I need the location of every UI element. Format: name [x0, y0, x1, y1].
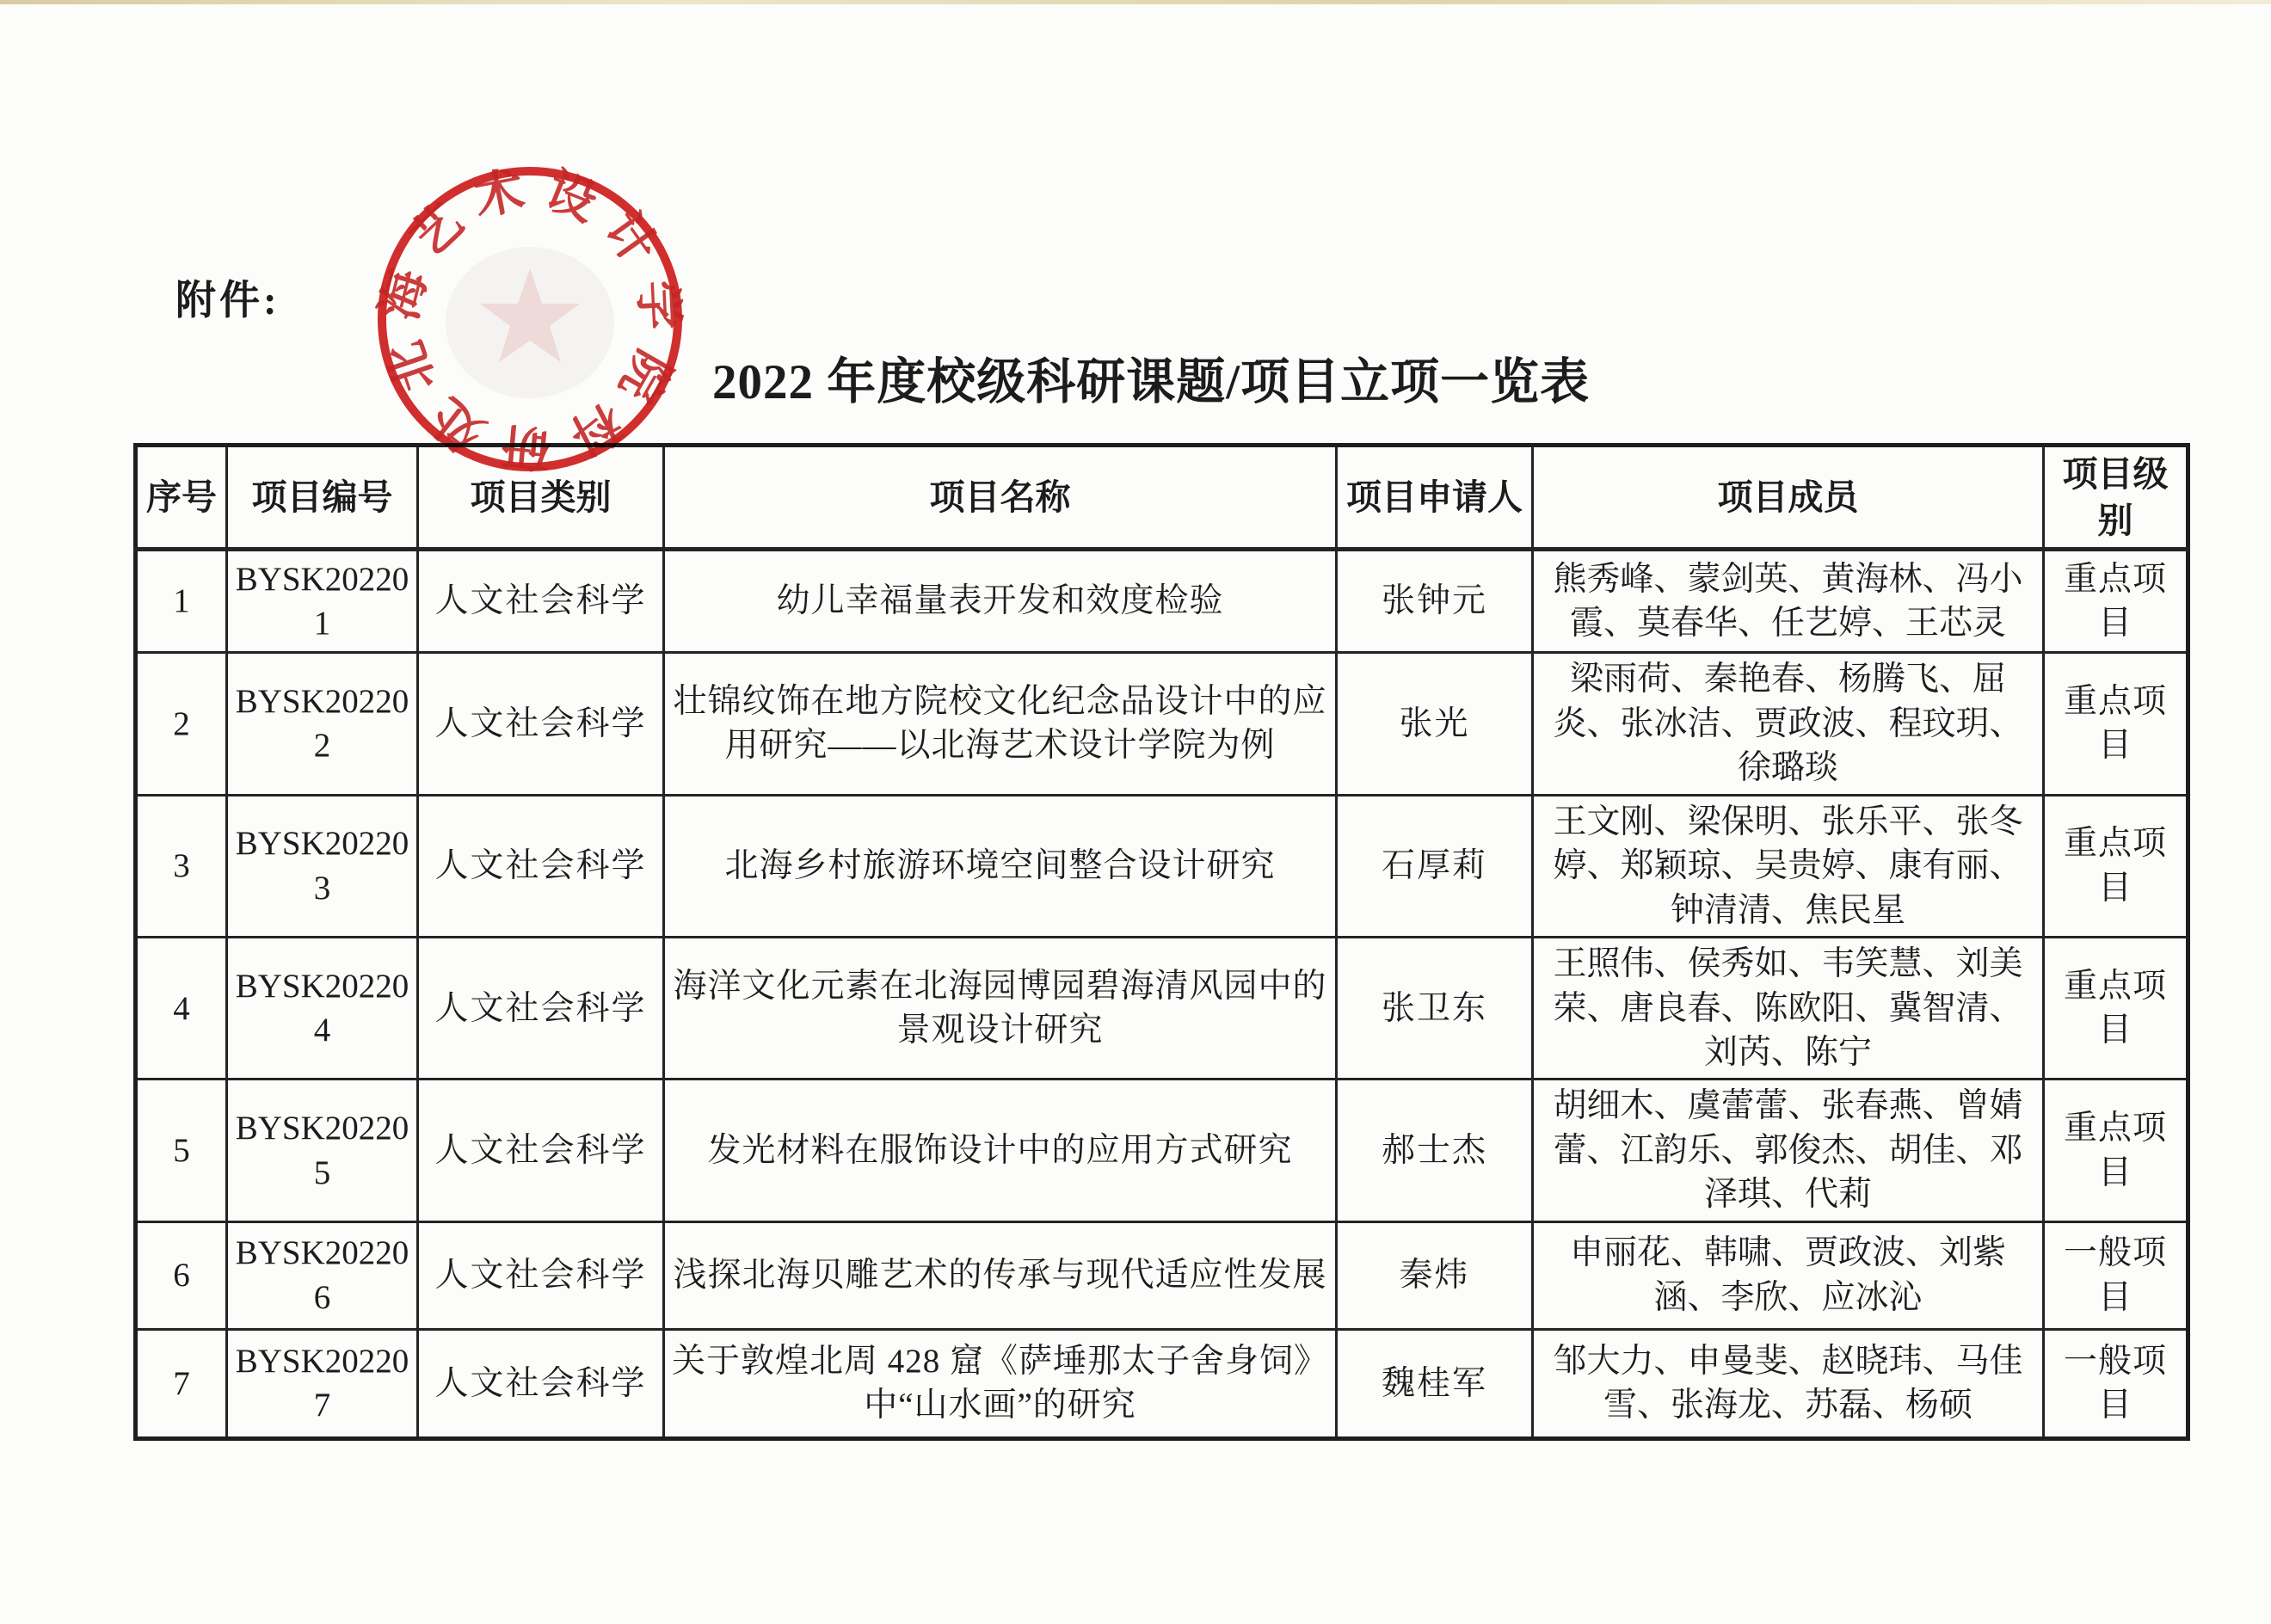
project-code: BYSK202201	[227, 550, 418, 653]
project-category: 人文社会科学	[418, 1221, 664, 1329]
project-level: 重点项目	[2044, 795, 2188, 937]
table-row	[136, 550, 2188, 653]
project-members: 邹大力、申曼斐、赵晓玮、马佳雪、张海龙、苏磊、杨硕	[1533, 1329, 2044, 1438]
project-name: 北海乡村旅游环境空间整合设计研究	[664, 795, 1337, 937]
project-applicant: 张卫东	[1337, 938, 1533, 1080]
svg-text:北海艺术设计学院科研处	[372, 161, 686, 476]
table-header-row	[136, 446, 2188, 550]
project-level: 一般项目	[2044, 1221, 2188, 1329]
row-serial: 1	[136, 550, 227, 653]
project-code: BYSK202204	[227, 938, 418, 1080]
project-name: 发光材料在服饰设计中的应用方式研究	[664, 1080, 1337, 1221]
project-code: BYSK202207	[227, 1329, 418, 1438]
stamp-ring-text: 北海艺术设计学院科研处	[372, 160, 687, 477]
project-level: 重点项目	[2044, 938, 2188, 1080]
project-code: BYSK202205	[227, 1080, 418, 1221]
project-category: 人文社会科学	[418, 1080, 664, 1221]
project-level: 重点项目	[2044, 653, 2188, 795]
header-name: 项目名称	[664, 446, 1337, 550]
project-members: 王文刚、梁保明、张乐平、张冬婷、郑颖琼、吴贵婷、康有丽、钟清清、焦民星	[1533, 795, 2044, 937]
project-applicant: 郝士杰	[1337, 1080, 1533, 1221]
project-members: 王照伟、侯秀如、韦笑慧、刘美荣、唐良春、陈欧阳、冀智清、刘芮、陈宁	[1533, 938, 2044, 1080]
attachment-label: 附件:	[175, 279, 280, 323]
project-applicant: 石厚莉	[1337, 795, 1533, 937]
project-code: BYSK202202	[227, 653, 418, 795]
project-members: 申丽花、韩啸、贾政波、刘紫涵、李欣、应冰沁	[1533, 1221, 2044, 1329]
table-row	[136, 795, 2188, 937]
project-approval-table	[133, 443, 2190, 1441]
table-row	[136, 1329, 2188, 1438]
row-serial: 5	[136, 1080, 227, 1221]
header-members: 项目成员	[1533, 446, 2044, 550]
header-code: 项目编号	[227, 446, 418, 550]
project-name: 浅探北海贝雕艺术的传承与现代适应性发展	[664, 1221, 1337, 1329]
stamp-star-icon	[480, 268, 580, 362]
project-applicant: 张光	[1337, 653, 1533, 795]
project-name: 海洋文化元素在北海园博园碧海清风园中的景观设计研究	[664, 938, 1337, 1080]
project-level: 重点项目	[2044, 1080, 2188, 1221]
page-title: 2022 年度校级科研课题/项目立项一览表	[712, 355, 1591, 409]
stamp-smudge	[446, 247, 614, 398]
project-name: 关于敦煌北周 428 窟《萨埵那太子舍身饲》中“山水画”的研究	[664, 1329, 1337, 1438]
table-row	[136, 653, 2188, 795]
table-row	[136, 938, 2188, 1080]
row-serial: 2	[136, 653, 227, 795]
table-row	[136, 1221, 2188, 1329]
project-name: 壮锦纹饰在地方院校文化纪念品设计中的应用研究——以北海艺术设计学院为例	[664, 653, 1337, 795]
project-applicant: 秦炜	[1337, 1221, 1533, 1329]
project-members: 熊秀峰、蒙剑英、黄海林、冯小霞、莫春华、任艺婷、王芯灵	[1533, 550, 2044, 653]
header-level: 项目级别	[2044, 446, 2188, 550]
project-members: 梁雨荷、秦艳春、杨腾飞、屈炎、张冰洁、贾政波、程玟玥、徐璐琰	[1533, 653, 2044, 795]
project-level: 一般项目	[2044, 1329, 2188, 1438]
project-category: 人文社会科学	[418, 1329, 664, 1438]
header-category: 项目类别	[418, 446, 664, 550]
header-applicant: 项目申请人	[1337, 446, 1533, 550]
project-applicant: 魏桂军	[1337, 1329, 1533, 1438]
row-serial: 6	[136, 1221, 227, 1329]
project-members: 胡细木、虞蕾蕾、张春燕、曾婧蕾、江韵乐、郭俊杰、胡佳、邓泽琪、代莉	[1533, 1080, 2044, 1221]
header-serial: 序号	[136, 446, 227, 550]
project-level: 重点项目	[2044, 550, 2188, 653]
scan-edge-artifact	[0, 0, 2271, 4]
project-code: BYSK202206	[227, 1221, 418, 1329]
stamp-ring-circle	[382, 171, 678, 467]
row-serial: 4	[136, 938, 227, 1080]
project-category: 人文社会科学	[418, 550, 664, 653]
project-category: 人文社会科学	[418, 795, 664, 937]
row-serial: 3	[136, 795, 227, 937]
project-category: 人文社会科学	[418, 653, 664, 795]
table-row	[136, 1080, 2188, 1221]
project-name: 幼儿幸福量表开发和效度检验	[664, 550, 1337, 653]
row-serial: 7	[136, 1329, 227, 1438]
project-category: 人文社会科学	[418, 938, 664, 1080]
project-code: BYSK202203	[227, 795, 418, 937]
project-applicant: 张钟元	[1337, 550, 1533, 653]
